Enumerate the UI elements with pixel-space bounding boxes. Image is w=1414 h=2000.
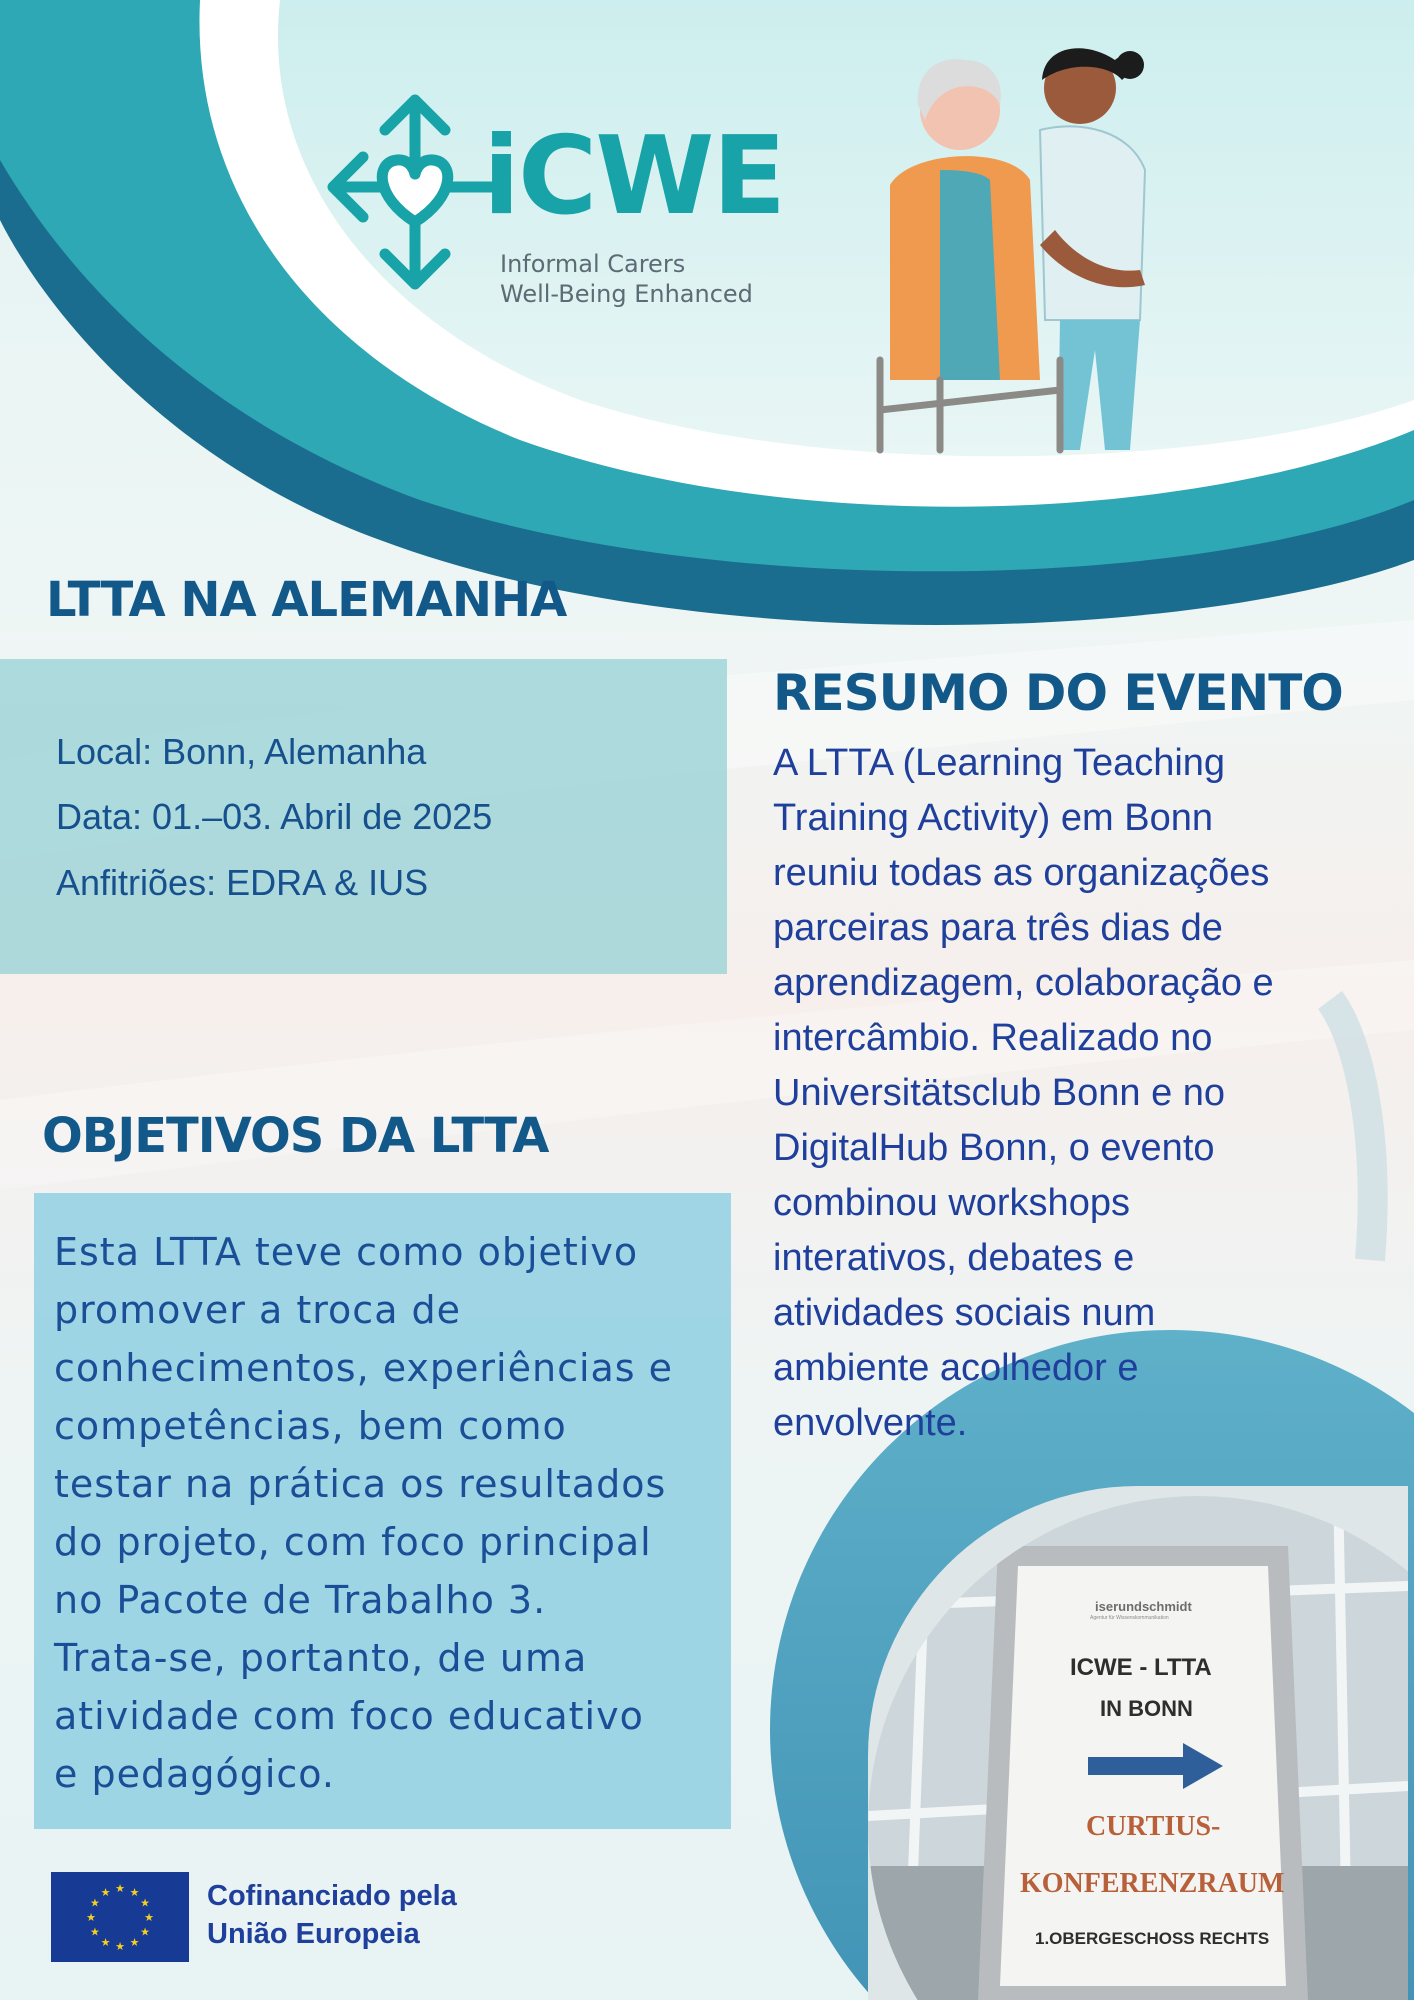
objectives-line: Trata-se, portanto, de uma xyxy=(54,1636,588,1680)
objectives-line: competências, bem como xyxy=(54,1404,567,1448)
objectives-title: OBJETIVOS DA LTTA xyxy=(42,1108,549,1164)
eu-star-icon: ★ xyxy=(140,1896,151,1910)
objectives-line: atividade com foco educativo xyxy=(54,1694,644,1738)
sign-line-1: ICWE - LTTA xyxy=(1070,1654,1212,1681)
event-date: Data: 01.–03. Abril de 2025 xyxy=(56,796,493,837)
eu-star-icon: ★ xyxy=(100,1936,111,1950)
eu-star-icon: ★ xyxy=(129,1885,140,1899)
event-info-box xyxy=(0,659,727,974)
summary-line: combinou workshops xyxy=(773,1182,1130,1224)
sign-line-3: CURTIUS- xyxy=(1086,1811,1221,1842)
summary-line: A LTTA (Learning Teaching xyxy=(773,742,1226,784)
objectives-line: promover a troca de xyxy=(54,1288,462,1332)
objectives-line: no Pacote de Trabalho 3. xyxy=(54,1578,547,1622)
summary-line: reuniu todas as organizações xyxy=(773,852,1270,894)
objectives-line: e pedagógico. xyxy=(54,1752,335,1796)
objectives-line: testar na prática os resultados xyxy=(54,1462,667,1506)
sign-line-4: KONFERENZRAUM xyxy=(1020,1868,1285,1899)
logo-arrows-heart-icon xyxy=(325,92,505,292)
summary-text xyxy=(773,736,1393,1451)
logo-tagline-1: Informal Carers xyxy=(500,250,686,278)
sign-line-5: 1.OBERGESCHOSS RECHTS xyxy=(1035,1929,1270,1948)
objectives-line: conhecimentos, experiências e xyxy=(54,1346,674,1390)
eu-star-icon: ★ xyxy=(115,1882,125,1895)
eu-star-icon: ★ xyxy=(115,1940,125,1953)
summary-line: Universitätsclub Bonn e no xyxy=(773,1072,1226,1114)
summary-line: atividades sociais num xyxy=(773,1292,1156,1334)
eu-star-icon: ★ xyxy=(129,1936,140,1950)
summary-line: DigitalHub Bonn, o evento xyxy=(773,1127,1215,1169)
eu-stars-icon xyxy=(51,1872,189,1962)
summary-line: envolvente. xyxy=(773,1402,968,1444)
logo-tagline-2: Well-Being Enhanced xyxy=(500,280,753,308)
eu-flag xyxy=(51,1872,189,1962)
eu-star-icon: ★ xyxy=(100,1885,111,1899)
eu-star-icon: ★ xyxy=(140,1925,151,1939)
summary-line: intercâmbio. Realizado no xyxy=(773,1017,1213,1059)
summary-title: RESUMO DO EVENTO xyxy=(773,664,1343,722)
sign-brand-sub: Agentur für Wissenskommunikation xyxy=(1090,1615,1169,1621)
arrow-right-icon xyxy=(1088,1741,1228,1791)
eu-cofunding-line-1: Cofinanciado pela xyxy=(207,1880,457,1912)
sign-brand: iserundschmidt xyxy=(1095,1599,1192,1614)
summary-line: parceiras para três dias de xyxy=(773,907,1223,949)
eu-star-icon: ★ xyxy=(144,1911,154,1924)
event-sign-photo xyxy=(868,1486,1408,2000)
event-hosts: Anfitriões: EDRA & IUS xyxy=(56,862,429,903)
eu-cofunding-text xyxy=(207,1877,457,1953)
objectives-line: Esta LTTA teve como objetivo xyxy=(54,1230,639,1274)
location-title: LTTA NA ALEMANHA xyxy=(46,572,567,628)
icwe-logo xyxy=(325,92,785,312)
logo-wordmark: iCWE xyxy=(483,114,785,239)
summary-line: Training Activity) em Bonn xyxy=(773,797,1213,839)
objectives-box xyxy=(34,1193,731,1829)
carer-illustration xyxy=(830,20,1230,460)
eu-star-icon: ★ xyxy=(89,1896,100,1910)
event-location: Local: Bonn, Alemanha xyxy=(56,731,427,772)
sign-line-2: IN BONN xyxy=(1100,1696,1193,1721)
summary-line: aprendizagem, colaboração e xyxy=(773,962,1274,1004)
objectives-line: do projeto, com foco principal xyxy=(54,1520,652,1564)
summary-line: ambiente acolhedor e xyxy=(773,1347,1139,1389)
objectives-text xyxy=(54,1223,724,1803)
eu-cofunding-line-2: União Europeia xyxy=(207,1918,420,1950)
eu-star-icon: ★ xyxy=(86,1911,96,1924)
summary-line: interativos, debates e xyxy=(773,1237,1135,1279)
eu-star-icon: ★ xyxy=(89,1925,100,1939)
